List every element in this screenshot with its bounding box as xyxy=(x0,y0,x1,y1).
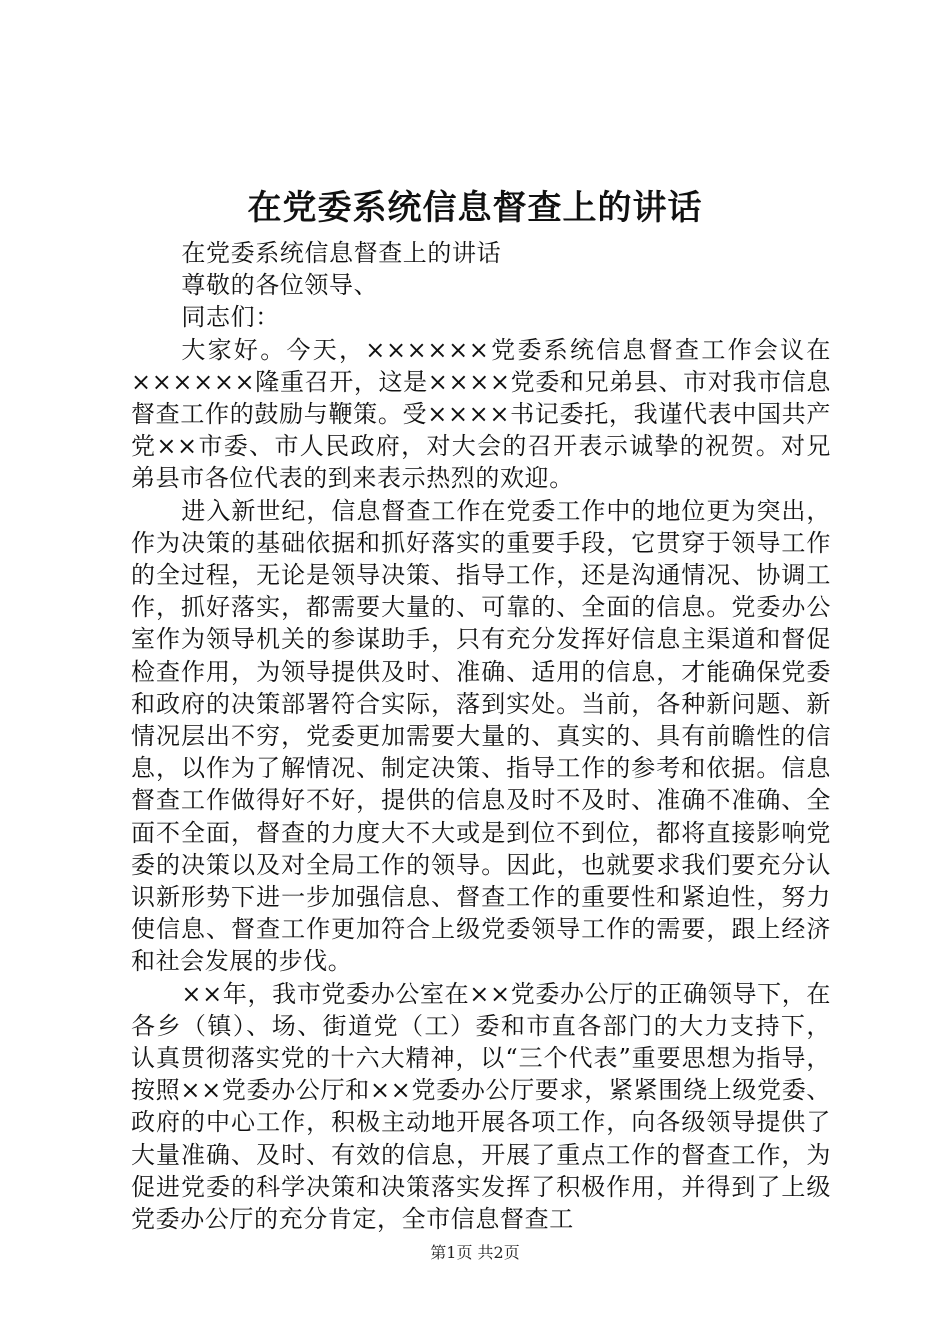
paragraph-subtitle: 在党委系统信息督查上的讲话 xyxy=(181,239,502,267)
document-title: 在党委系统信息督查上的讲话 xyxy=(247,188,703,228)
document-body xyxy=(131,237,831,1235)
paragraph-new-century: 进入新世纪，信息督查工作在党委工作中的地位更为突出，作为决策的基础依据和抓好落实的重要手段，它贯穿于领导工作的全过程，无论是领导决策、指导工作，还是沟通情况、协调工作，抓好落实，都需要大量的、可靠的、全面的信息。党委办公室作为领导机关的参谋助手，只有充分发挥好信息主渠道和督促检查作用，为领导提供及时、准确、适用的信息，才能确保党委和政府的决策部署符合实际，落到实处。当前，各种新问题、新情况层出不穷，党委更加需要大量的、真实的、具有前瞻性的信息，以作为了解情况、制定决策、指导工作的参考和依据。信息督查工作做得好不好，提供的信息及时不及时、准确不准确、全面不全面，督查的力度大不大或是到位不到位，都将直接影响党委的决策以及对全局工作的领导。因此，也就要求我们要充分认识新形势下进一步加强信息、督查工作的重要性和紧迫性，努力使信息、督查工作更加符合上级党委领导工作的需要，跟上经济和社会发展的步伐。 xyxy=(131,496,831,976)
paragraph-salutation-continued: 同志们： xyxy=(181,303,280,332)
paragraph-greeting: 大家好。今天，××××××党委系统信息督查工作会议在××××××隆重召开，这是××××党委和兄弟县、市对我市信息督查工作的鼓励与鞭策。受××××书记委托，我谨代表中国共产党××市委、市人民政府，对大会的召开表示诚挚的祝贺。对兄弟县市各位代表的到来表示热烈的欢迎。 xyxy=(131,335,831,493)
paragraph-year-review: ××年，我市党委办公室在××党委办公厅的正确领导下，在各乡（镇）、场、街道党（工）委和市直各部门的大力支持下，认真贯彻落实党的十六大精神，以“三个代表”重要思想为指导，按照××党委办公厅和××党委办公厅要求，紧紧围绕上级党委、政府的中心工作，积极主动地开展各项工作，向各级领导提供了大量准确、及时、有效的信息，开展了重点工作的督查工作，为促进党委的科学决策和决策落实发挥了积极作用，并得到了上级党委办公厅的充分肯定，全市信息督查工 xyxy=(131,979,831,1234)
paragraph-salutation: 尊敬的各位领导、 xyxy=(181,271,379,300)
page-footer: 第1页 共2页 xyxy=(430,1243,520,1262)
